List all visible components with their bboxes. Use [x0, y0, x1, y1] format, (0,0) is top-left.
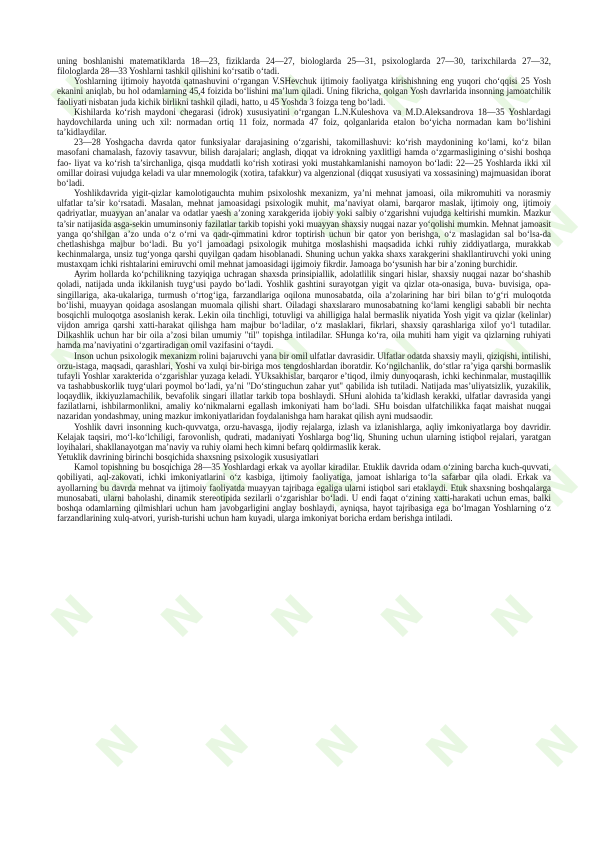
watermark-glyph: N [416, 455, 479, 518]
watermark-glyph: N [481, 585, 544, 648]
watermark-glyph: N [151, 65, 214, 128]
watermark-glyph: N [416, 195, 479, 258]
watermark-glyph: N [41, 585, 104, 648]
paragraph-maturity-stage: Kamol topishning bu bosqichiga 28—35 Yoshlardagi erkak va ayollar kiradilar. Etuklik davrida odam o‘zining barcha kuch-quvvati, qobiliyati, aql-zakovati, ichki imkoniyatlarini o‘z kasbiga, ijtimoiy faoliyatiga, jamoat ishlariga to‘la safarbar qila oladi. Erkak va ayollarning bu davrda mehnat va ijtimoiy faoliyatda muayyan tajribaga egaliga ularni istiqbol sari etaklaydi. Etuk shaxsning boshqalarga munosabati, ularni baholashi, dinamik stereotipida sezilarli o‘zgarishlar bo‘ladi. U endi faqat o‘zining xatti-harakati uchun emas, balki boshqa odamlarning qilmishlari uchun ham javobgarligini anglay boshlaydi, ayniqsa, hayot tajribasiga ega bo‘lmagan Yoshlarning o‘z farzandlarining xulq-atvori, yurish-turishi uchun ham kuyadi, ularga imkoniyat boricha erdam berishga intiladi. [57, 462, 551, 524]
watermark-glyph: N [86, 715, 149, 778]
watermark-glyph: N [481, 325, 544, 388]
watermark-glyph: N [526, 455, 589, 518]
paragraph-social-activity: Yoshlarning ijtimoiy hayotda qatnashuvini o‘rgangan V.SHevchuk ijtimoiy faoliyatga kirishishning eng yuqori cho‘qqisi 25 Yosh ekanini aniqlab, bu hol odamlarning 45,4 foizida bo‘lishini ma’lum qiladi. Uning fikricha, qolgan Yosh davrlarida insonning jamoatchilik faoliyati nisbatan juda kichik birlikni tashkil qiladi, hatto, u 45 Yoshda 3 foizga teng bo‘ladi. [57, 76, 551, 107]
paragraph-youth-period: Yoshlik davri insonning kuch-quvvatga, orzu-havasga, ijodiy rejalarga, izlash va izlanishlarga, aqliy imkoniyatlarga boy davridir. Kelajak taqsiri, mo‘l-ko‘lchiligi, farovonlish, qudrati, madaniyati Yoshlarga bog‘liq, Shuning uchun ularning istiqbol rejalari, yaratgan loyihalari, shakllanayotgan ma’naviy va ruhiy olami hech kimni befarq qoldirmaslik kerak. [57, 421, 551, 452]
watermark-glyph: N [306, 195, 369, 258]
watermark-glyph: N [261, 65, 324, 128]
watermark-glyph: N [306, 455, 369, 518]
watermark-glyph: N [196, 195, 259, 258]
watermark-glyph: N [196, 715, 259, 778]
watermark-glyph: N [261, 585, 324, 648]
watermark-glyph: N [481, 65, 544, 128]
paragraph-peer-groups: Inson uchun psixologik mexanizm rolini bajaruvchi yana bir omil ulfatlar davrasidir. Ulfatlar odatda shaxsiy mayli, qiziqishi, intilishi, orzu-istaga, maqsadi, qarashlari, Yoshi va xulqi bir-biriga mos tengdoshlardan iboratdir. Ko‘ngilchanlik, do‘stlar ra’yiga qarshi bormaslik tufayli Yoshlar xarakterida o‘zgarishlar yuzaga keladi. YUksakhislar, barqaror e’tiqod, ilmiy dunyoqarash, ichki kechinmalar, mustaqillik va tashabbuskorlik tuyg‘ulari poymol bo‘ladi, ya’ni "Do‘stinguchun zahar yut" qabilida ish tutiladi. Natijada mas’uliyatsizlik, yuzakilik, loqaydlik, ikkiyuzlamachilik, bevafolik singari illatlar tarkib topa boshlaydi. SHuni alohida ta’kidlash kerakki, ulfatlar davrasida yangi fazilatlarni, ishbilarmonlikni, amaliy ko‘nikmalarni egallash imkoniyati ham bo‘ladi. SHu boisdan ulfatchilikka faqat maishat nuqgai nazaridan yondashmay, uning mazkur imkoniyatlaridan foydalanishga ham harakat qilish ayni mudsaodir. [57, 350, 551, 422]
watermark-glyph: N [371, 65, 434, 128]
watermark-glyph: N [416, 715, 479, 778]
watermark-glyph: N [371, 325, 434, 388]
watermark-glyph: N [261, 325, 324, 388]
watermark-glyph: N [526, 195, 589, 258]
paragraph-family-environment: Ayrim hollarda ko‘pchilikning tazyiqiga uchragan shaxsda prinsipiallik, adolatlilik singari hislar, shaxsiy nuqgai nazar bo‘shashib qoladi, natijada unda ikkilanish tuyg‘usi paydo bo‘ladi. Yoshlik gashtini surayotgan yigit va qizlar ota-onasiga, buva- buvisiga, opa-singillariga, aka-ukalariga, turmush o‘rtog‘iga, farzandlariga oqilona munosabatda, oila a’zolarining har biri bilan to‘g‘ri muloqotda bo‘lishi, muayyan qoidaga asoslangan muomala qilishi shart. Oiladagi shaxslararo munosabatning ko‘lami kengligi sababli bir nechta bosqichli muloqotga asoslanish kerak. Lekin oila tinchligi, totuvligi va ahilligiga halal bermaslik niyatida Yosh yigit va qizlar (kelinlar) vijdon amriga qarshi xatti-harakat qilishga ham majbur bo‘ladilar, o‘z maslaklari, fikrlari, shaxsiy qarashlariga xilof yo‘l tutadilar. Dilkashlik uchun har bir oila a’zosi bilan umumiy "til" topishga intiladilar. SHunga ko‘ra, oila muhiti ham yigit va qizlarning ruhiyati hamda ma’naviyatini o‘zgartiradigan omil vazifasini o‘taydi. [57, 269, 551, 351]
paragraph-functions-development: 23—28 Yoshgacha davrda qator funksiyalar darajasining o‘zgarishi, takomillashuvi: ko‘rish maydonining ko‘lami, ko‘z bilan masofani chamalash, fazoviy tasavvur, bilish darajalari; anglash, diqqat va idrokning yaxlitligi hamda o‘zgarmasligining o‘sishi boshqa fao- liyat va ko‘rish ta’sirchanliga, qisqa muddatli ko‘rish xotirasi yoki mustahkamlanishi namoyon bo‘ladi: 22—25 Yoshlarda ikki xil omillar doirasi vujudga keladi va ular mnemologik (xotira, tafakkur) va algenzional (diqqat xususiyati va xossasining) majmuasidan iborat bo‘ladi. [57, 137, 551, 188]
paragraph-psychological-mechanisms: Yoshlikdavrida yigit-qizlar kamolotigauchta muhim psixoloshk mexanizm, ya’ni mehnat jamoasi, oila mikromuhiti va norasmiy ulfatlar ta’sir ko‘rsatadi. Masalan, mehnat jamoasidagi psixologik muhit, ma’naviyat olami, barqaror maslak, ijtimoiy ong, ijtimoiy qadriyatlar, muayyan an’analar va odatlar yaesh a’zoning xarakgerida ijobiy yoki salbiy o‘zgarishni vujudga keltirishi mumkin. Mazkur ta’sir natijasida asga-sekin umuminsoniy fazilatlar tarkib topishi yoki muayyan shaxsiy nuqgai nazar yo‘qolishi mumkin. Mehnat jamoasit yanga qo‘shilgan a’zo unda o‘z o‘rni va qadr-qimmatini kdror toptirish uchun bir qator yon berishga, o‘z maslagidan sal bo‘lsa-da chetlashishga majbur bo‘ladi. Bu yo‘l jamoadagi psixologik muhitga moslashishi maqsadida ichki ruhiy ziddiyatlarga, murakkab kechinmalarga, unsiz tug‘yonga qarshi quyilgan qadam hisoblanadi. Shuning uchun yakka shaxs xarakgerini shakllantiruvchi yoki uning mustaxqam ichki rishtalarini emiruvchi omil mehnat jamoasidagi ijgimoiy fikrdir. Jamoaga bo‘ysunish har bir a’zoning burchidir. [57, 188, 551, 270]
watermark-glyph: N [526, 715, 589, 778]
watermark-glyph: N [41, 65, 104, 128]
watermark-glyph: N [86, 455, 149, 518]
paragraph-continuation: uning boshlanishi matematiklarda 18—23, fiziklarda 24—27, biologlarda 25—31, psixologlarda 27—30, tarixchilarda 27—32, filologlarda 28—33 Yoshlarni tashkil qilishini ko‘rsatib o‘tadi. [57, 56, 551, 77]
watermark-glyph: N [41, 325, 104, 388]
watermark-glyph: N [371, 585, 434, 648]
document-body [57, 56, 551, 523]
watermark-glyph: N [151, 585, 214, 648]
paragraph-visual-field: Kishilarda ko‘rish maydoni chegarasi (idrok) xususiyatini o‘rgangan L.N.Kuleshova va M.D.Aleksandrova 18—35 Yoshlardagi haydovchilarda uning uch xil: normadan ortiq 11 foiz, normada 47 foiz, qolganlarida etalon bo‘yicha normadan kam bo‘lishini ta’kidlaydilar. [57, 106, 551, 138]
watermark-glyph: N [196, 455, 259, 518]
watermark-glyph: N [151, 325, 214, 388]
watermark-glyph: N [86, 195, 149, 258]
section-heading: Yetuklik davrining birinchi bosqichida shaxsning psixologik xususiyatlari [57, 452, 319, 463]
watermark-glyph: N [306, 715, 369, 778]
